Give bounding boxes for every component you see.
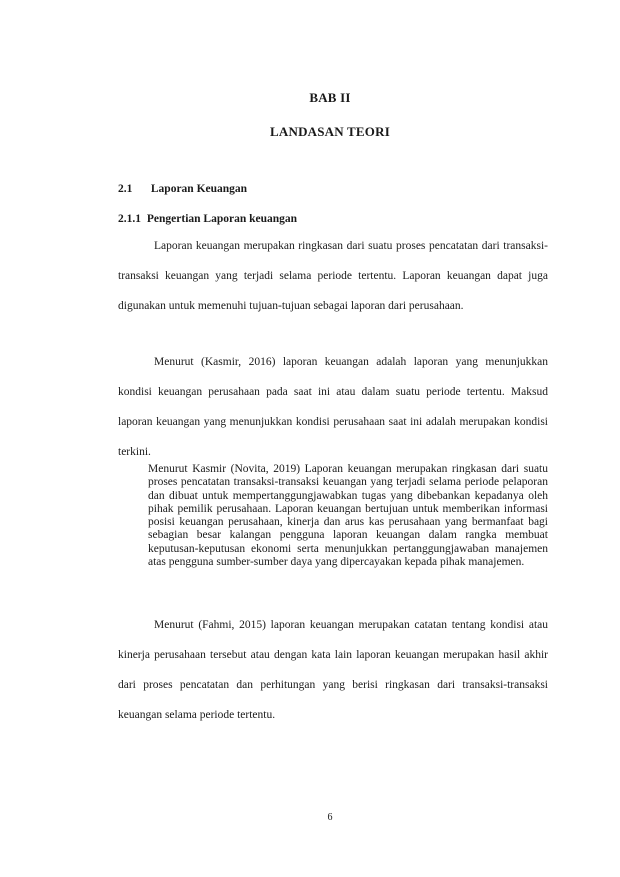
section-title: Pengertian Laporan keuangan — [146, 213, 298, 225]
paragraph-fahmi: Menurut (Fahmi, 2015) laporan keuangan merupakan catatan tentang kondisi atau kinerja perusahaan tersebut atau dengan kata lain laporan keuangan merupakan hasil akhir dari proses pencatatan dan perhitungan yang berisi ringkasan dari transaksi-transaksi keuangan selama periode tertentu. — [118, 619, 548, 721]
block-quote-novita: Menurut Kasmir (Novita, 2019) Laporan keuangan merupakan ringkasan dari suatu proses pencatatan transaksi-transaksi keuangan yang terjadi selama periode pelaporan dan dibuat untuk mempertanggungjawabkan tugas yang dibebankan kepadanya oleh pihak pemilik perusahaan. Laporan keuangan bertujuan untuk memberikan informasi posisi keuangan perusahaan, kinerja dan arus kas perusahaan yang bermanfaat bagi sebagian besar kalangan pengguna laporan keuangan dalam rangka membuat keputusan-keputusan ekonomi serta menunjukkan pertanggungjawaban manajemen atas pengguna sumber-sumber daya yang dipercayakan kepada pihak manajemen. — [148, 463, 548, 569]
section-number: 2.1 — [118, 183, 133, 195]
section-number: 2.1.1 — [118, 213, 141, 225]
page-number: 6 — [327, 812, 333, 823]
paragraph-kasmir: Menurut (Kasmir, 2016) laporan keuangan adalah laporan yang menunjukkan kondisi keuangan perusahaan pada saat ini atau dalam suatu periode tertentu. Maksud laporan keuangan yang menunjukkan kondisi perusahaan saat ini adalah merupakan kondisi terkini. — [118, 356, 548, 458]
paragraph-definition: Laporan keuangan merupakan ringkasan dari suatu proses pencatatan dari transaksi-transaksi keuangan yang terjadi selama periode tertentu. Laporan keuangan dapat juga digunakan untuk memenuhi tujuan-tujuan sebagai laporan dari perusahaan. — [118, 240, 548, 312]
section-heading-2-1 — [118, 183, 247, 195]
section-heading-2-1-1 — [118, 213, 297, 225]
chapter-number: BAB II — [309, 90, 351, 105]
chapter-title: LANDASAN TEORI — [270, 124, 390, 139]
section-title: Laporan Keuangan — [150, 183, 248, 195]
